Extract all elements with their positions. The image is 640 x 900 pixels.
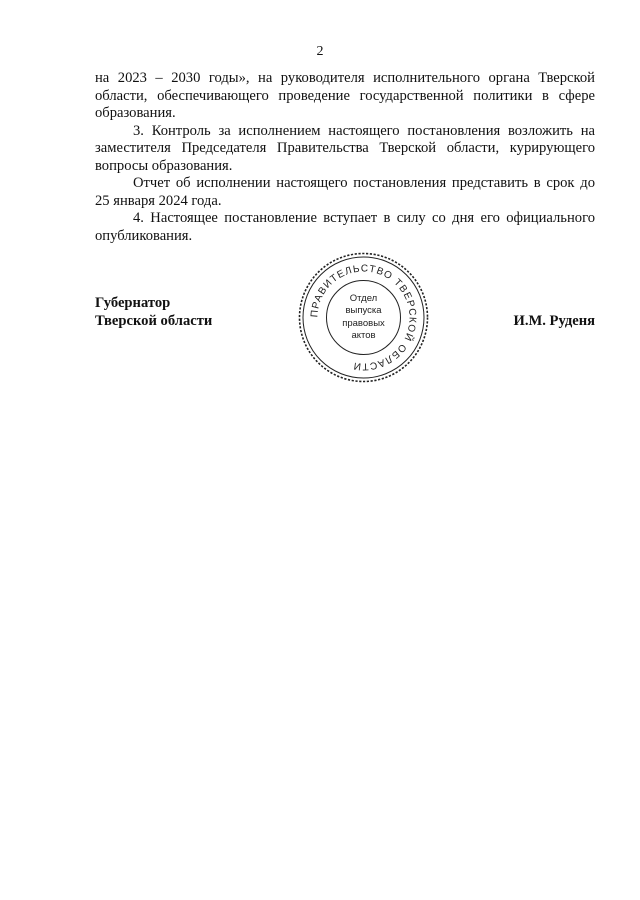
paragraph-effective-date: 4. Настоящее постановление вступает в силу со дня его официального опубликования. bbox=[95, 210, 595, 244]
paragraph-control: 3. Контроль за исполнением настоящего постановления возложить на заместителя Председателя Правительства Тверской области, курирующего вопросы образования. bbox=[95, 122, 595, 174]
paragraph-report: Отчет об исполнении настоящего постановления представить в срок до 25 января 2024 года. bbox=[95, 175, 595, 209]
signatory-name: И.М. Руденя bbox=[513, 313, 595, 329]
stamp-line: правовых bbox=[342, 317, 385, 329]
stamp-center-text bbox=[296, 250, 431, 385]
stamp-line: актов bbox=[351, 330, 376, 341]
paragraph-continuation: на 2023 – 2030 годы», на руководителя исполнительного органа Тверской области, обеспечивающего проведение государственной политики в сфере образования. bbox=[95, 70, 595, 121]
stamp-line: выпуска bbox=[345, 305, 382, 316]
document-body bbox=[95, 70, 595, 245]
signature-position-title: Губернатор bbox=[95, 295, 171, 311]
page-number: 2 bbox=[316, 44, 324, 59]
signature-position-region: Тверской области bbox=[95, 313, 213, 329]
official-stamp bbox=[296, 250, 431, 385]
svg-text:ПРАВИТЕЛЬСТВО ТВЕРСКОЙ ОБЛАСТИ: ПРАВИТЕЛЬСТВО ТВЕРСКОЙ ОБЛАСТИ bbox=[309, 263, 418, 372]
signature-position bbox=[95, 294, 212, 330]
stamp-line: Отдел bbox=[349, 292, 378, 304]
